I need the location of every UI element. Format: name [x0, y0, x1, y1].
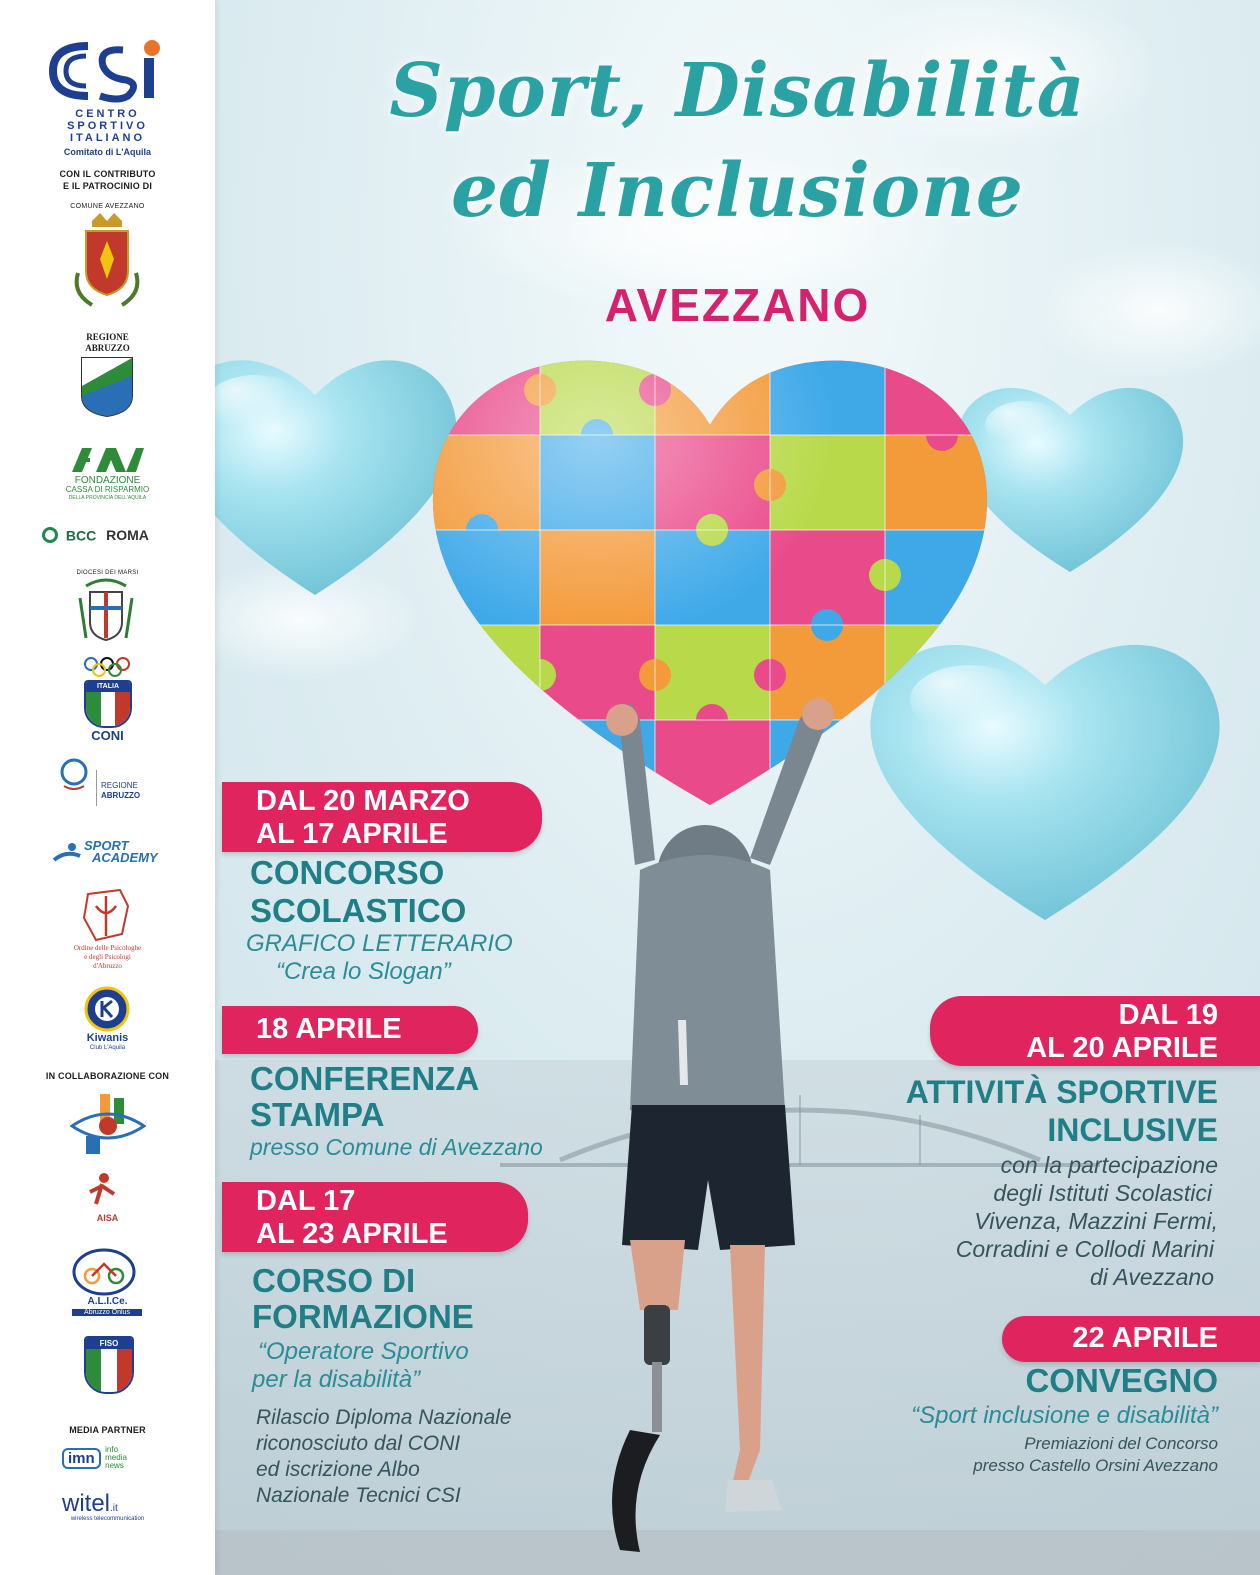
event-date-line: AL 23 APRILE — [256, 1218, 448, 1250]
event-subtitle: Corradini e Collodi Marini — [955, 1236, 1214, 1262]
fondazione-line: DELLA PROVINCIA DELL'AQUILA — [68, 495, 147, 501]
regione-abruzzo-crest — [80, 356, 134, 418]
event-subtitle: con la partecipazione — [1000, 1152, 1218, 1178]
event-date-line: DAL 17 — [256, 1185, 356, 1217]
event-date-line: DAL 20 MARZO — [256, 785, 470, 817]
alice-logo — [72, 1248, 136, 1296]
event-subtitle: degli Istituti Scolastici — [993, 1180, 1212, 1206]
event-date-line: 22 APRILE — [1072, 1322, 1218, 1354]
comune-label: COMUNE AVEZZANO — [70, 203, 145, 210]
kiwanis-emblem — [84, 986, 130, 1032]
fiso-badge — [84, 1336, 134, 1394]
event-note: ed iscrizione Albo — [256, 1458, 420, 1481]
event-subtitle: GRAFICO LETTERARIO — [246, 930, 513, 957]
event-heading: INCLUSIVE — [1047, 1112, 1218, 1148]
kiwanis-label: Kiwanis — [86, 1032, 129, 1044]
fondazione-label — [0, 476, 215, 503]
aisa-label: AISA — [96, 1213, 119, 1223]
csi-name — [0, 108, 215, 144]
imn-sub: info media news — [105, 1445, 127, 1470]
contrib-label — [0, 168, 215, 192]
contrib-line: E IL PATROCINIO DI — [62, 181, 153, 191]
comune-avezzano-crest — [72, 213, 142, 308]
imn-label: imn — [62, 1448, 101, 1469]
event-date-pill — [930, 996, 1260, 1066]
sport-academy-line: SPORT — [84, 838, 129, 853]
event-subtitle: di Avezzano — [1089, 1264, 1214, 1290]
csi-logo — [48, 36, 168, 106]
regione-line: ABRUZZO — [85, 343, 130, 353]
event-heading: CONFERENZA — [250, 1060, 480, 1097]
event-date-line: DAL 19 — [1118, 999, 1218, 1031]
regione-abruzzo-label — [0, 332, 215, 354]
coni-italia-label: ITALIA — [86, 682, 130, 692]
event-heading: CORSO DI — [252, 1262, 416, 1299]
csi-name-line: SPORTIVO — [67, 120, 148, 132]
alice-sub-badge: Abruzzo Onlus — [72, 1309, 142, 1316]
coni-flag-icon — [86, 692, 130, 726]
witel-label: witel — [62, 1490, 111, 1517]
event-heading: ATTIVITÀ SPORTIVE — [905, 1074, 1218, 1110]
collab-label: IN COLLABORAZIONE CON — [45, 1071, 170, 1081]
title-line-2: ed Inclusione — [451, 148, 1024, 234]
cip-regione-line: REGIONE — [101, 781, 138, 790]
event-subtitle: per la disabilità” — [252, 1366, 421, 1393]
fondazione-line: CASSA DI RISPARMIO — [65, 485, 150, 494]
witel-sub: wireless telecommunication — [70, 1516, 145, 1522]
event-date-line: AL 20 APRILE — [1026, 1032, 1218, 1064]
cusi-logo — [70, 1092, 146, 1156]
event-heading: SCOLASTICO — [250, 892, 467, 929]
coni-label: CONI — [91, 728, 124, 743]
media-partner-label: MEDIA PARTNER — [69, 1425, 146, 1435]
cip-regione-line: ABRUZZO — [101, 791, 141, 800]
event-heading: CONVEGNO — [1025, 1362, 1218, 1399]
event-date-pill — [222, 1006, 478, 1054]
csi-name-line: ITALIANO — [69, 132, 146, 144]
coni-shield — [84, 680, 132, 728]
event-note: Nazionale Tecnici CSI — [256, 1484, 461, 1507]
witel-suffix: .it — [110, 1503, 118, 1514]
event-note: Premiazioni del Concorso — [1024, 1434, 1218, 1453]
event-note: Rilascio Diploma Nazionale — [256, 1406, 512, 1429]
psicologi-line: d'Abruzzo — [93, 962, 122, 970]
fiso-flag-icon — [86, 1349, 132, 1392]
kiwanis-club: Club L'Aquila — [89, 1045, 126, 1051]
fondazione-line: FONDAZIONE — [74, 475, 141, 486]
diocesi-label: DIOCESI DEI MARSI — [76, 570, 139, 576]
event-heading: CONCORSO — [250, 854, 445, 891]
contrib-line: CON IL CONTRIBUTO — [59, 169, 156, 179]
bcc-roma-logo — [42, 526, 182, 548]
psicologi-line: e degli Psicologi — [84, 953, 131, 961]
event-date-line: 18 APRILE — [256, 1013, 402, 1045]
diocesi-marsi-crest — [76, 578, 136, 646]
sponsor-sidebar — [0, 0, 215, 1575]
athlete-figure — [560, 690, 840, 1570]
bcc-right: ROMA — [106, 527, 149, 544]
ordine-psicologi-logo — [76, 884, 136, 944]
psicologi-line: Ordine delle Psicologhe — [73, 944, 142, 952]
bcc-left: BCC — [65, 527, 97, 544]
event-subtitle: “Sport inclusione e disabilità” — [911, 1402, 1218, 1429]
cip-divider — [96, 770, 97, 806]
fondazione-carispaq-logo — [68, 446, 148, 474]
title-line-1: Sport, Disabilità — [389, 48, 1086, 134]
alice-label: A.L.I.Ce. — [87, 1296, 128, 1307]
sport-academy-line: ACADEMY — [92, 850, 158, 865]
city-subtitle: AVEZZANO — [604, 279, 871, 331]
fiso-label: FISO — [86, 1338, 132, 1349]
regione-line: REGIONE — [86, 332, 129, 342]
event-subtitle: presso Comune di Avezzano — [250, 1134, 543, 1160]
sport-academy-runner-icon — [52, 842, 86, 866]
cip-logo — [54, 756, 94, 796]
event-heading: FORMAZIONE — [252, 1298, 474, 1335]
event-subtitle: “Crea lo Slogan” — [276, 958, 451, 985]
event-subtitle: Vivenza, Mazzini Fermi, — [974, 1208, 1218, 1234]
imn-logo — [62, 1446, 139, 1472]
cip-regione-label — [101, 781, 140, 801]
psicologi-label — [0, 944, 215, 971]
aisa-logo — [80, 1172, 124, 1212]
csi-name-line: CENTRO — [75, 108, 140, 120]
bcc-icon — [42, 527, 58, 543]
csi-committee: Comitato di L'Aquila — [63, 147, 152, 157]
event-subtitle: “Operatore Sportivo — [258, 1338, 469, 1365]
olympic-rings-icon — [82, 656, 132, 678]
event-date-pill — [222, 1182, 528, 1252]
event-date-pill — [1002, 1316, 1260, 1362]
witel-logo — [62, 1490, 118, 1518]
event-date-line: AL 17 APRILE — [256, 818, 448, 850]
event-note: presso Castello Orsini Avezzano — [973, 1456, 1218, 1475]
event-date-pill — [222, 782, 542, 852]
event-note: riconosciuto dal CONI — [256, 1432, 461, 1455]
event-heading: STAMPA — [250, 1096, 385, 1133]
